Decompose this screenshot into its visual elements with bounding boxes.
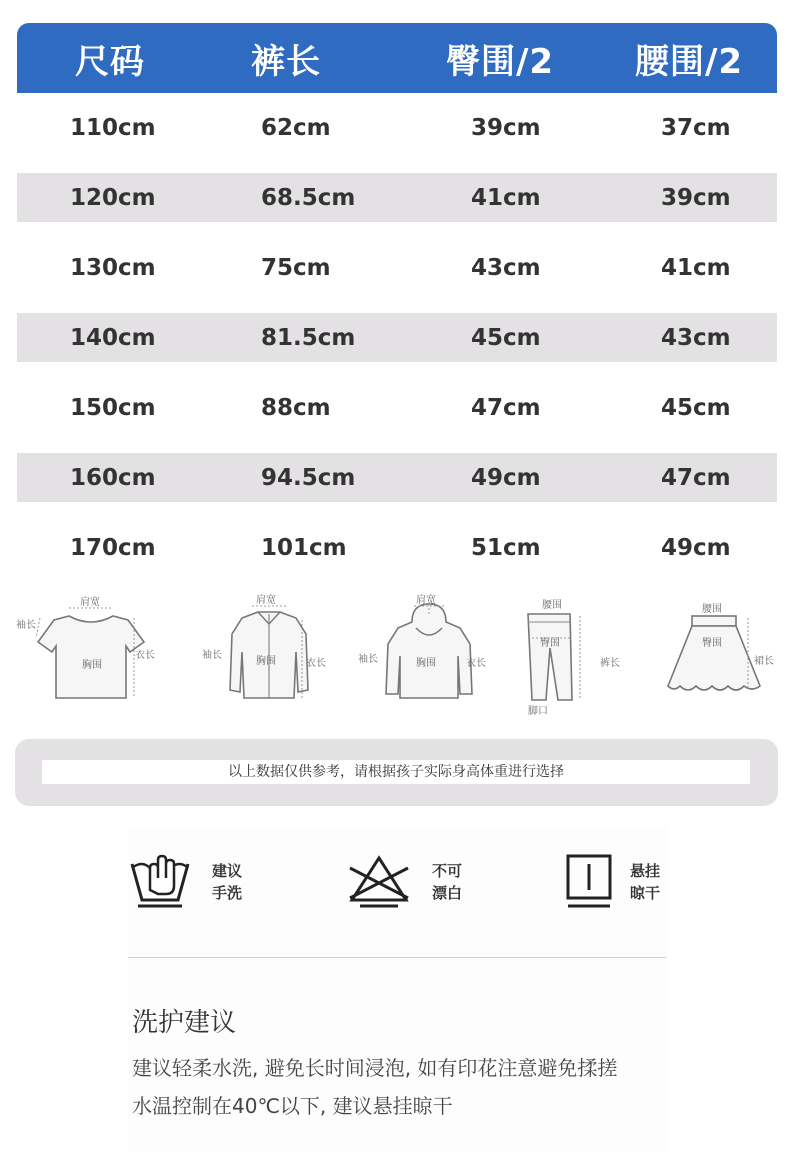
- cell-length: 81.5cm: [261, 324, 356, 351]
- hoodie-shoulder-label: 肩宽: [416, 595, 436, 606]
- table-row: [17, 453, 777, 502]
- cell-hip: 51cm: [471, 535, 541, 561]
- cell-length: 94.5cm: [261, 464, 356, 491]
- care-instruction-line: 水温控制在40℃以下, 建议悬挂晾干: [132, 1094, 453, 1118]
- cell-size: 110cm: [70, 115, 156, 141]
- header-size: 尺码: [75, 41, 145, 82]
- cell-waist: 47cm: [661, 464, 731, 491]
- cell-size: 140cm: [70, 324, 156, 351]
- cell-hip: 41cm: [471, 184, 541, 211]
- header-length: 裤长: [251, 41, 321, 82]
- cell-waist: 43cm: [661, 324, 731, 351]
- tshirt-length-label: 衣长: [135, 650, 155, 661]
- tshirt-chest-label: 胸围: [82, 660, 102, 671]
- skirt-length-label: 裙长: [754, 656, 774, 667]
- table-row: [17, 173, 777, 222]
- header-hip: 臀围/2: [446, 41, 555, 82]
- skirt-hip-label: 臀围: [702, 638, 722, 649]
- table-row: [17, 313, 777, 362]
- no-bleach-label: 不可 漂白: [432, 862, 463, 902]
- jacket-shoulder-label: 肩宽: [256, 595, 276, 606]
- care-section: [128, 826, 668, 1152]
- cell-waist: 45cm: [661, 395, 731, 421]
- cell-size: 150cm: [70, 395, 156, 421]
- pants-hip-label: 臀围: [540, 638, 560, 649]
- cell-waist: 49cm: [661, 535, 731, 561]
- pants-length-label: 裤长: [600, 658, 620, 669]
- tshirt-sleeve-label: 袖长: [16, 620, 36, 631]
- cell-waist: 39cm: [661, 184, 731, 211]
- no-bleach-icon: [346, 850, 412, 910]
- jacket-chest-label: 胸围: [256, 656, 276, 667]
- cell-waist: 41cm: [661, 255, 731, 281]
- cell-hip: 39cm: [471, 115, 541, 141]
- pants-cuff-label: 脚口: [528, 706, 548, 717]
- cell-hip: 43cm: [471, 255, 541, 281]
- care-instruction-line: 建议轻柔水洗, 避免长时间浸泡, 如有印花注意避免揉搓: [132, 1056, 618, 1080]
- cell-size: 160cm: [70, 464, 156, 491]
- hoodie-chest-label: 胸围: [416, 658, 436, 669]
- size-notice-banner: [15, 739, 778, 806]
- table-row: [17, 233, 777, 303]
- table-row: [17, 93, 777, 163]
- hang-dry-label: 悬挂 晾干: [630, 862, 661, 902]
- jacket-icon: [194, 594, 344, 714]
- pants-icon: [518, 594, 628, 718]
- hoodie-length-label: 衣长: [466, 658, 486, 669]
- divider: [128, 957, 666, 958]
- hand-wash-label: 建议 手洗: [212, 862, 243, 902]
- measurement-diagrams: [14, 594, 784, 720]
- table-row: [17, 373, 777, 443]
- cell-hip: 45cm: [471, 324, 541, 351]
- hand-wash-icon: [128, 850, 192, 910]
- tshirt-shoulder-label: 肩宽: [80, 597, 100, 608]
- cell-size: 130cm: [70, 255, 156, 281]
- cell-size: 120cm: [70, 184, 156, 211]
- hoodie-icon: [354, 594, 504, 714]
- cell-hip: 47cm: [471, 395, 541, 421]
- size-table: [17, 23, 777, 583]
- skirt-icon: [644, 594, 784, 714]
- cell-length: 75cm: [261, 255, 331, 281]
- pants-waist-label: 腰围: [542, 600, 562, 611]
- care-title: 洗护建议: [132, 1008, 237, 1038]
- table-header: [17, 23, 777, 93]
- cell-length: 101cm: [261, 535, 347, 561]
- table-row: [17, 513, 777, 583]
- size-notice-text: 以上数据仅供参考，请根据孩子实际身高体重进行选择: [42, 760, 750, 784]
- skirt-waist-label: 腰围: [702, 604, 722, 615]
- cell-size: 170cm: [70, 535, 156, 561]
- hoodie-sleeve-label: 袖长: [358, 654, 378, 665]
- cell-hip: 49cm: [471, 464, 541, 491]
- cell-length: 68.5cm: [261, 184, 356, 211]
- cell-length: 62cm: [261, 115, 331, 141]
- hang-dry-icon: [564, 850, 614, 910]
- header-waist: 腰围/2: [635, 41, 744, 82]
- cell-waist: 37cm: [661, 115, 731, 141]
- tshirt-icon: [14, 594, 164, 714]
- jacket-sleeve-label: 袖长: [202, 650, 222, 661]
- jacket-length-label: 衣长: [306, 658, 326, 669]
- cell-length: 88cm: [261, 395, 331, 421]
